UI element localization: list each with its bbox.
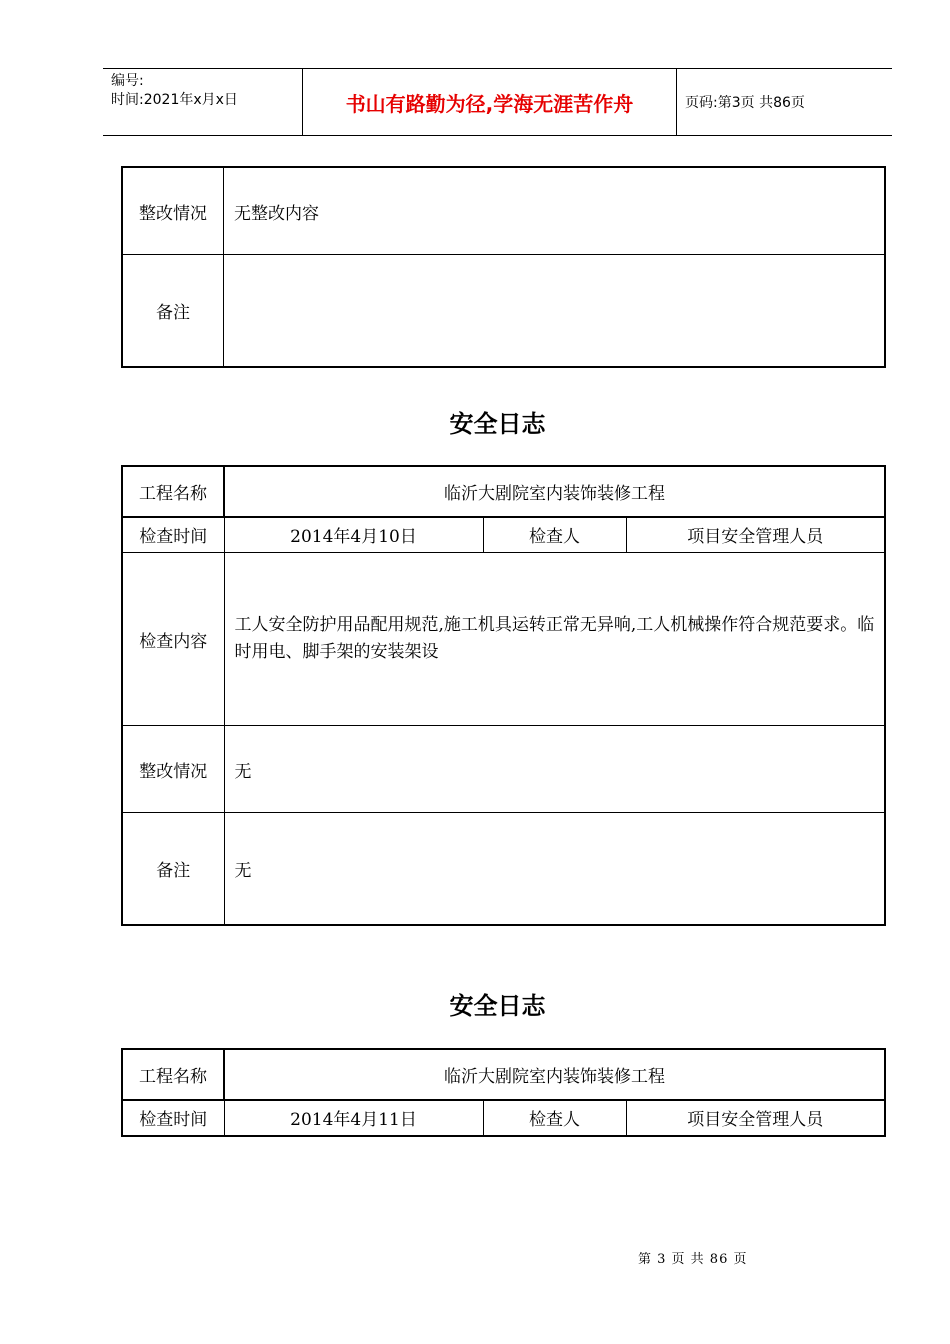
table-row bbox=[123, 813, 885, 925]
inspector-value: 项目安全管理人员 bbox=[626, 517, 885, 553]
time-label-cell: 检查时间 bbox=[123, 517, 225, 553]
project-name: 临沂大剧院室内装饰装修工程 bbox=[224, 467, 885, 517]
table-row bbox=[123, 467, 885, 517]
inspector-value: 项目安全管理人员 bbox=[626, 1100, 885, 1136]
log-table-1 bbox=[122, 466, 885, 925]
table-row bbox=[123, 553, 885, 726]
log-title: 安全日志 bbox=[449, 410, 546, 438]
number-label: 编号: bbox=[111, 73, 144, 89]
project-label: 工程名称 bbox=[123, 1050, 225, 1100]
remark-label: 备注 bbox=[123, 813, 225, 925]
table-row bbox=[123, 726, 885, 813]
page-header bbox=[103, 68, 892, 136]
motto: 书山有路勤为径,学海无涯苦作舟 bbox=[303, 69, 677, 135]
inspection-date: 2014年4月11日 bbox=[224, 1100, 483, 1136]
inspector-label: 检查人 bbox=[483, 517, 626, 553]
table-row bbox=[123, 168, 885, 255]
inspector-label: 检查人 bbox=[483, 1100, 626, 1136]
page-footer: 第 3 页 共 86 页 bbox=[638, 1252, 748, 1267]
project-label: 工程名称 bbox=[123, 467, 225, 517]
rectify-value: 无 bbox=[224, 726, 885, 813]
time-label: 时间:2021年x月x日 bbox=[111, 92, 238, 108]
content-label: 检查内容 bbox=[123, 553, 225, 726]
time-label-cell: 检查时间 bbox=[123, 1100, 225, 1136]
remark-value bbox=[224, 255, 885, 367]
log-title: 安全日志 bbox=[449, 992, 546, 1020]
log-table-2 bbox=[122, 1049, 885, 1136]
rectify-label: 整改情况 bbox=[123, 168, 224, 255]
table-row bbox=[123, 1050, 885, 1100]
table-row bbox=[123, 517, 885, 553]
remark-label: 备注 bbox=[123, 255, 224, 367]
table-row bbox=[123, 1100, 885, 1136]
rectify-label: 整改情况 bbox=[123, 726, 225, 813]
inspection-date: 2014年4月10日 bbox=[224, 517, 483, 553]
table-row bbox=[123, 255, 885, 367]
project-name: 临沂大剧院室内装饰装修工程 bbox=[224, 1050, 885, 1100]
page-info: 页码:第3页 共86页 bbox=[685, 95, 805, 111]
top-table bbox=[122, 167, 885, 367]
header-meta bbox=[103, 69, 303, 135]
remark-value: 无 bbox=[224, 813, 885, 925]
rectify-value: 无整改内容 bbox=[224, 168, 885, 255]
content-value: 工人安全防护用品配用规范,施工机具运转正常无异响,工人机械操作符合规范要求。临时用电、脚手架的安装架设 bbox=[224, 553, 885, 726]
